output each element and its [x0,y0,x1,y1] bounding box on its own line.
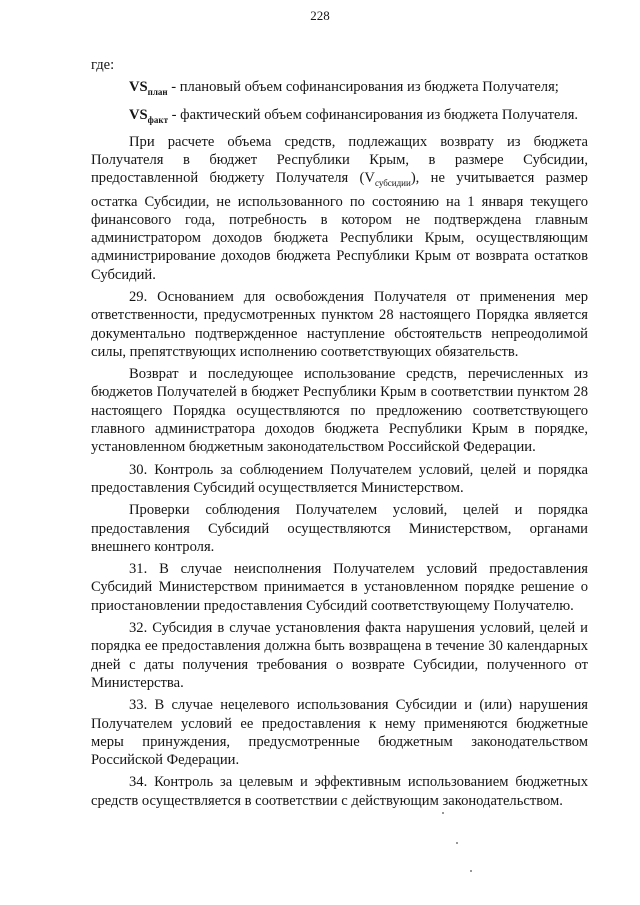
paragraph-refund-use: Возврат и последующее использование средств, перечисленных из бюджетов Получателей в бюджет Республики Крым в соответствии пунктом 28 настоящего Порядка осуществляются по предложению соответствующего главного администратора доходов бюджета Республики Крым в порядке, установленном бюджетным законодательством Российской Федерации. [91,366,588,456]
paragraph-29: 29. Основанием для освобождения Получателя от применения мер ответственности, предусмотренных пунктом 28 настоящего Порядка является документально подтвержденное наступление обстоятельств непреодолимой силы, препятствующих исполнению соответствующих обязательств. [91,288,588,360]
definition-vs-fact: $VS_{факт}$ - фактический объем софинансирования из бюджета Получателя. [129,106,579,125]
scan-speck [470,870,472,872]
paragraph-refund-calculation: При расчете объема средств, подлежащих возврату из бюджета Получателя в бюджет Республики Крым, в размере Субсидии, предоставленной бюджету Получателя $(V_{субсидии})$, не учитывается размер остатка Субсидии, не использованного по состоянию на 1 января текущего финансового года, потребность в котором не подтверждена главным администратором доходов бюджета Республики Крым, осуществляющим администрирование доходов бюджета Республики Крым от возврата остатков Субсидий. [91,133,588,283]
scan-speck [442,812,444,814]
formula-symbol: $VS_{факт}$ [129,106,168,125]
scan-speck [456,842,458,844]
formula-symbol: $VS_{план}$ [129,79,168,98]
where-label: где: [91,57,115,73]
paragraph-31: 31. В случае неисполнения Получателем условий предоставления Субсидий Министерством принимается в установленном порядке решение о приостановлении предоставления Субсидий соответствующему Получателю. [91,561,588,614]
paragraph-30: 30. Контроль за соблюдением Получателем условий, целей и порядка предоставления Субсидий осуществляется Министерством. [91,461,588,496]
page-number: 228 [310,8,330,23]
definition-vs-plan: $VS_{план}$ - плановый объем софинансирования из бюджета Получателя; [129,79,559,98]
paragraph-inspections: Проверки соблюдения Получателем условий, целей и порядка предоставления Субсидий осуществляются Министерством, органами внешнего контроля. [91,502,588,555]
paragraph-33: 33. В случае нецелевого использования Субсидии и (или) нарушения Получателем условий ее предоставления к нему применяются бюджетные меры принуждения, предусмотренные бюджетным законодательством Российской Федерации. [91,697,588,769]
document-body [91,56,588,814]
paragraph-32: 32. Субсидия в случае установления факта нарушения условий, целей и порядка ее предоставления должна быть возвращена в течение 30 календарных дней с даты получения требования о возврате Субсидии, полученного от Министерства. [91,620,588,691]
paragraph-34: 34. Контроль за целевым и эффективным использованием бюджетных средств осуществляется в соответствии с действующим законодательством. [91,774,588,809]
